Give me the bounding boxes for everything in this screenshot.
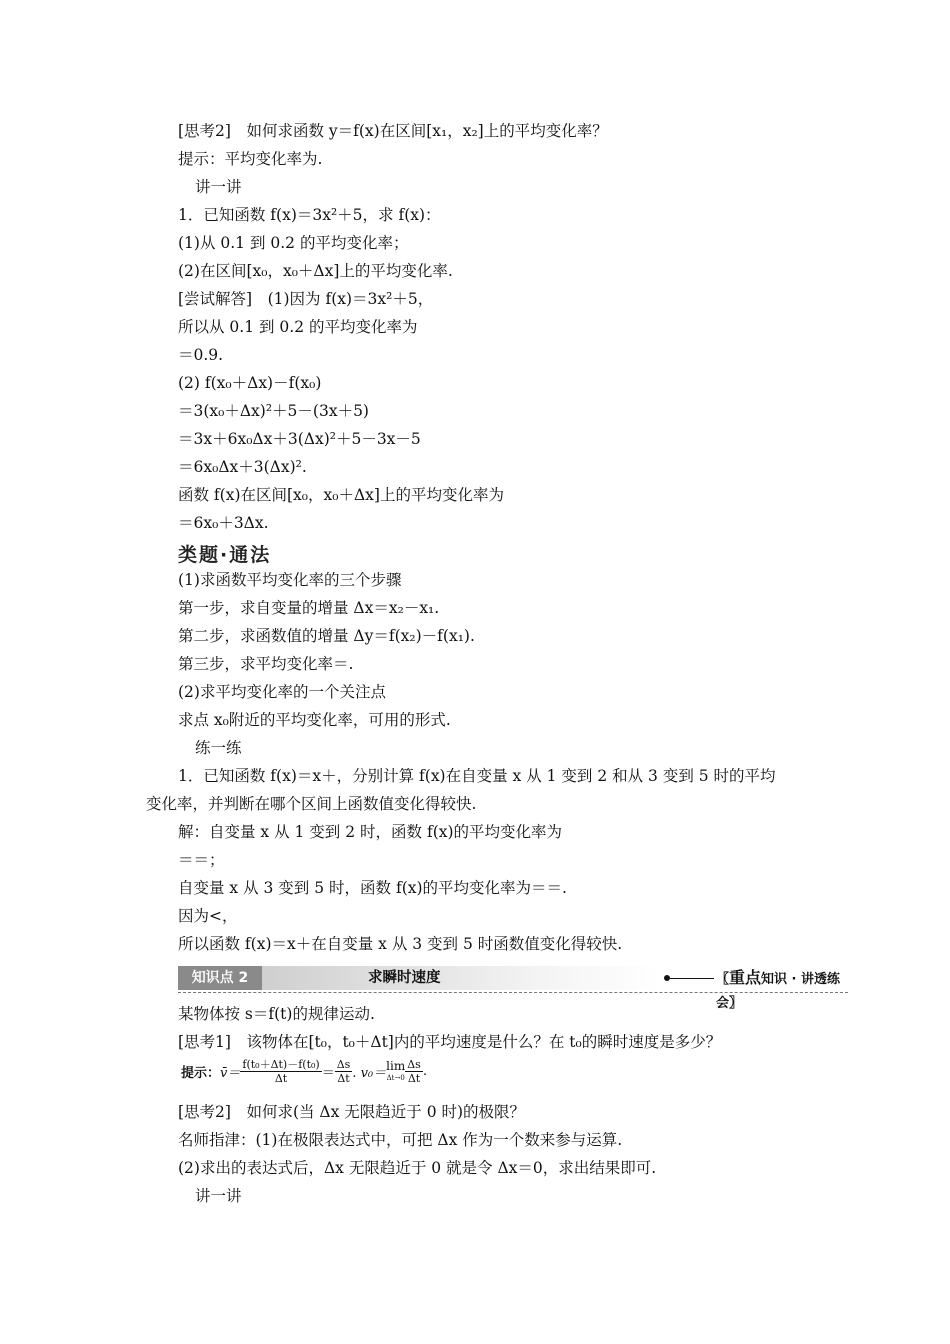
fraction: [405, 1058, 423, 1085]
fraction: [240, 1058, 321, 1085]
text-line: 解：自变量 x 从 1 变到 2 时，函数 f(x)的平均变化率为: [178, 823, 563, 841]
text-line: ＝3x＋6x₀Δx＋3(Δx)²＋5－3x－5: [178, 430, 421, 448]
formula-vbar: v̄＝: [220, 1066, 241, 1081]
text-line: 讲一讲: [195, 178, 242, 196]
text-line: 提示：平均变化率为.: [178, 150, 323, 168]
section-tag: 知识点 2: [178, 966, 262, 990]
section-note-emphasis: 重点: [729, 968, 762, 987]
text-line: 1．已知函数 f(x)＝x＋，分别计算 f(x)在自变量 x 从 1 变到 2 和从 3 变到 5 时的平均: [178, 767, 776, 785]
text-line: ＝6x₀＋3Δx.: [178, 514, 269, 532]
text-line: ＝3(x₀＋Δx)²＋5－(3x＋5): [178, 402, 369, 420]
divider-line: [670, 978, 714, 979]
text-line: (2)求出的表达式后，Δx 无限趋近于 0 就是令 Δx＝0，求出结果即可.: [178, 1159, 657, 1177]
section-note: [716, 966, 848, 1016]
text-line: ＝＝；: [178, 851, 225, 869]
section-bar: [178, 966, 848, 1011]
fraction-denominator: Δt: [274, 1072, 288, 1085]
text-line: (1)求函数平均变化率的三个步骤: [178, 571, 402, 589]
section-bar-background: [262, 966, 662, 990]
section-title: 求瞬时速度: [368, 970, 441, 986]
bracket-open: 〖: [716, 972, 730, 987]
text-line: 讲一讲: [195, 1187, 242, 1205]
velocity-formula: [181, 1058, 427, 1094]
text-line: [尝试解答] (1)因为 f(x)＝3x²＋5，: [178, 290, 434, 308]
text-line: [思考2] 如何求(当 Δx 无限趋近于 0 时)的极限？: [178, 1103, 526, 1121]
text-line: ＝0.9.: [178, 346, 224, 364]
formula-mid: . v₀＝: [352, 1066, 387, 1081]
text-line: 所以从 0.1 到 0.2 的平均变化率为: [178, 318, 418, 336]
text-line: [思考1] 该物体在[t₀，t₀＋Δt]内的平均速度是什么？在 t₀的瞬时速度是多少？: [178, 1033, 722, 1051]
text-line: (2)在区间[x₀，x₀＋Δx]上的平均变化率.: [178, 262, 453, 280]
text-line: (2)求平均变化率的一个关注点: [178, 683, 386, 701]
limit-operator: [386, 1060, 405, 1084]
text-line: 1．已知函数 f(x)＝3x²＋5，求 f(x)：: [178, 206, 441, 224]
section-note-rest: 知识 · 讲透练会〗: [716, 972, 841, 1011]
formula-lead: 提示：: [181, 1066, 221, 1081]
text-line: 第二步，求函数值的增量 Δy＝f(x₂)－f(x₁).: [178, 627, 475, 645]
text-line: ＝6x₀Δx＋3(Δx)².: [178, 458, 307, 476]
fraction-numerator: Δs: [407, 1058, 421, 1071]
fraction-numerator: Δs: [336, 1058, 351, 1071]
fraction-denominator: Δt: [407, 1072, 421, 1085]
fraction-denominator: Δt: [337, 1072, 350, 1085]
text-line: 练一练: [195, 739, 242, 757]
limit-subscript: Δt→0: [386, 1073, 405, 1082]
text-line: 函数 f(x)在区间[x₀，x₀＋Δx]上的平均变化率为: [178, 486, 504, 504]
text-line: 因为<，: [178, 907, 238, 925]
text-line: 第一步，求自变量的增量 Δx＝x₂－x₁.: [178, 599, 440, 617]
text-line: 名师指津：(1)在极限表达式中，可把 Δx 作为一个数来参与运算.: [178, 1131, 623, 1149]
text-line: 变化率，并判断在哪个区间上函数值变化得较快.: [146, 795, 477, 813]
text-line: [思考2] 如何求函数 y＝f(x)在区间[x₁，x₂]上的平均变化率？: [178, 122, 608, 140]
fraction: [335, 1058, 353, 1085]
text-line: 自变量 x 从 3 变到 5 时，函数 f(x)的平均变化率为＝＝.: [178, 879, 567, 897]
limit-label: lim: [386, 1058, 406, 1073]
text-line: (1)从 0.1 到 0.2 的平均变化率；: [178, 234, 409, 252]
text-line: 某物体按 s＝f(t)的规律运动.: [178, 1005, 375, 1023]
text-line: (2) f(x₀＋Δx)－f(x₀): [178, 374, 322, 392]
dashed-divider: [178, 992, 848, 993]
formula-end: .: [422, 1064, 427, 1079]
text-line: 求点 x₀附近的平均变化率，可用的形式.: [178, 711, 451, 729]
text-line: 所以函数 f(x)＝x＋在自变量 x 从 3 变到 5 时函数值变化得较快.: [178, 935, 623, 953]
section-heading: 类题·通法: [178, 544, 272, 566]
text-line: 第三步，求平均变化率＝.: [178, 655, 354, 673]
formula-eq: ＝: [321, 1066, 335, 1081]
fraction-numerator: f(t₀＋Δt)－f(t₀): [242, 1058, 320, 1071]
